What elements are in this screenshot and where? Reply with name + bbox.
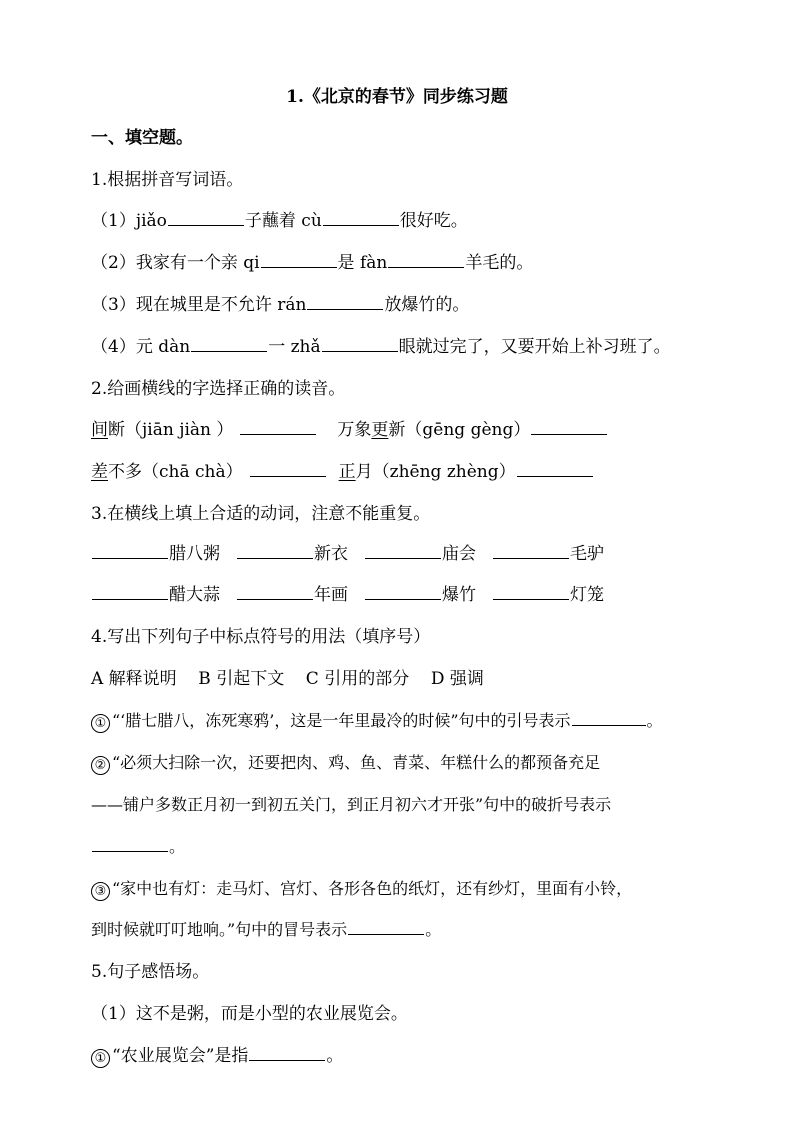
text: “必须大扫除一次，还要把肉、鸡、鱼、青菜、年糕什么的都预备充足	[112, 753, 601, 772]
question-5-sub-1	[91, 1048, 343, 1068]
answer-blank[interactable]	[250, 475, 326, 477]
text: “‘腊七腊八，冻死寒鸦’，这是一年里最冷的时候”句中的引号表示	[112, 711, 571, 730]
answer-blank[interactable]	[517, 475, 593, 477]
answer-blank[interactable]	[388, 266, 464, 268]
circled-number: ①	[91, 714, 110, 733]
question-5-stem: 5.句子感悟场。	[91, 962, 210, 982]
word: 醋大蒜	[169, 585, 220, 605]
answer-blank[interactable]	[249, 1059, 325, 1061]
question-1-item-3	[91, 297, 469, 314]
question-4-item-1	[91, 713, 663, 733]
text: 新（gēng gèng）	[388, 420, 531, 440]
question-2-stem: 2.给画横线的字选择正确的读音。	[91, 379, 346, 399]
text: 。	[169, 837, 186, 856]
text: 万象	[337, 420, 372, 440]
question-4-item-2-line-3	[91, 839, 185, 855]
question-2-row-2	[91, 464, 594, 481]
question-4-item-3-line-2	[91, 922, 441, 938]
text: 。	[646, 711, 663, 730]
answer-blank[interactable]	[493, 598, 569, 600]
answer-blank[interactable]	[191, 350, 267, 352]
underlined-char: 更	[371, 420, 389, 440]
question-4-item-2-line-2: ——铺户多数正月初一到初五关门，到正月初六才开张”句中的破折号表示	[91, 795, 612, 814]
underlined-char: 间	[91, 420, 108, 440]
text: 到时候就叮叮地响。”句中的冒号表示	[91, 920, 348, 939]
word: 毛驴	[570, 544, 604, 564]
word: 爆竹	[442, 585, 476, 605]
text: 不多（chā chà）	[108, 462, 243, 482]
answer-blank[interactable]	[92, 850, 168, 852]
question-4-options: A 解释说明 B 引起下文 C 引用的部分 D 强调	[91, 669, 484, 689]
question-4-stem: 4.写出下列句子中标点符号的用法（填序号）	[91, 627, 431, 647]
answer-blank[interactable]	[365, 557, 441, 559]
question-4-item-2-line-1	[91, 755, 600, 775]
text: 。	[326, 1046, 344, 1066]
answer-blank[interactable]	[348, 933, 424, 935]
word: 庙会	[442, 544, 476, 564]
circled-number: ①	[91, 1049, 110, 1068]
underlined-char: 正	[338, 462, 356, 482]
text: 一 zhǎ	[268, 337, 321, 357]
question-3-stem: 3.在横线上填上合适的动词，注意不能重复。	[91, 504, 431, 524]
question-5-item-1: （1）这不是粥，而是小型的农业展览会。	[91, 1004, 408, 1024]
circled-number: ②	[91, 756, 110, 775]
text: 放爆竹的。	[384, 295, 470, 315]
underlined-char: 差	[91, 462, 108, 482]
question-1-item-1	[91, 213, 468, 230]
text: 月（zhēng zhèng）	[355, 462, 516, 482]
text: “农业展览会”是指	[112, 1046, 249, 1066]
text: 。	[425, 920, 442, 939]
answer-blank[interactable]	[322, 350, 398, 352]
answer-blank[interactable]	[365, 598, 441, 600]
answer-blank[interactable]	[493, 557, 569, 559]
answer-blank[interactable]	[92, 557, 168, 559]
text: 羊毛的。	[465, 253, 534, 273]
answer-blank[interactable]	[572, 724, 646, 726]
question-1-stem: 1.根据拼音写词语。	[91, 170, 244, 190]
answer-blank[interactable]	[92, 598, 168, 600]
text: 子蘸着 cù	[244, 211, 322, 231]
question-2-row-1	[91, 422, 608, 439]
answer-blank[interactable]	[237, 557, 313, 559]
question-4-item-3-line-1	[91, 881, 632, 901]
question-1-item-2	[91, 255, 533, 272]
page-title: 1.《北京的春节》同步练习题	[286, 87, 508, 107]
answer-blank[interactable]	[240, 433, 316, 435]
text: （3）现在城里是不允许 rán	[91, 295, 307, 315]
answer-blank[interactable]	[531, 433, 607, 435]
answer-blank[interactable]	[307, 308, 383, 310]
text: （1）jiǎo	[91, 211, 167, 231]
answer-blank[interactable]	[237, 598, 313, 600]
answer-blank[interactable]	[323, 224, 399, 226]
text: （4）元 dàn	[91, 337, 191, 357]
question-3-row-1	[91, 546, 604, 563]
text: （2）我家有一个亲 qi	[91, 253, 260, 273]
section-heading: 一、填空题。	[91, 128, 193, 148]
answer-blank[interactable]	[168, 224, 244, 226]
text: 眼就过完了，又要开始上补习班了。	[398, 337, 671, 357]
word: 新衣	[314, 544, 348, 564]
question-1-item-4	[91, 339, 671, 356]
word: 灯笼	[570, 585, 604, 605]
text: 是 fàn	[337, 253, 388, 273]
text: “家中也有灯：走马灯、宫灯、各形各色的纸灯，还有纱灯，里面有小铃，	[112, 879, 633, 898]
answer-blank[interactable]	[261, 266, 337, 268]
text: 断（jiān jiàn ）	[108, 420, 234, 440]
question-3-row-2	[91, 587, 604, 604]
text: 很好吃。	[399, 211, 468, 231]
word: 腊八粥	[169, 544, 220, 564]
word: 年画	[314, 585, 348, 605]
circled-number: ③	[91, 882, 110, 901]
